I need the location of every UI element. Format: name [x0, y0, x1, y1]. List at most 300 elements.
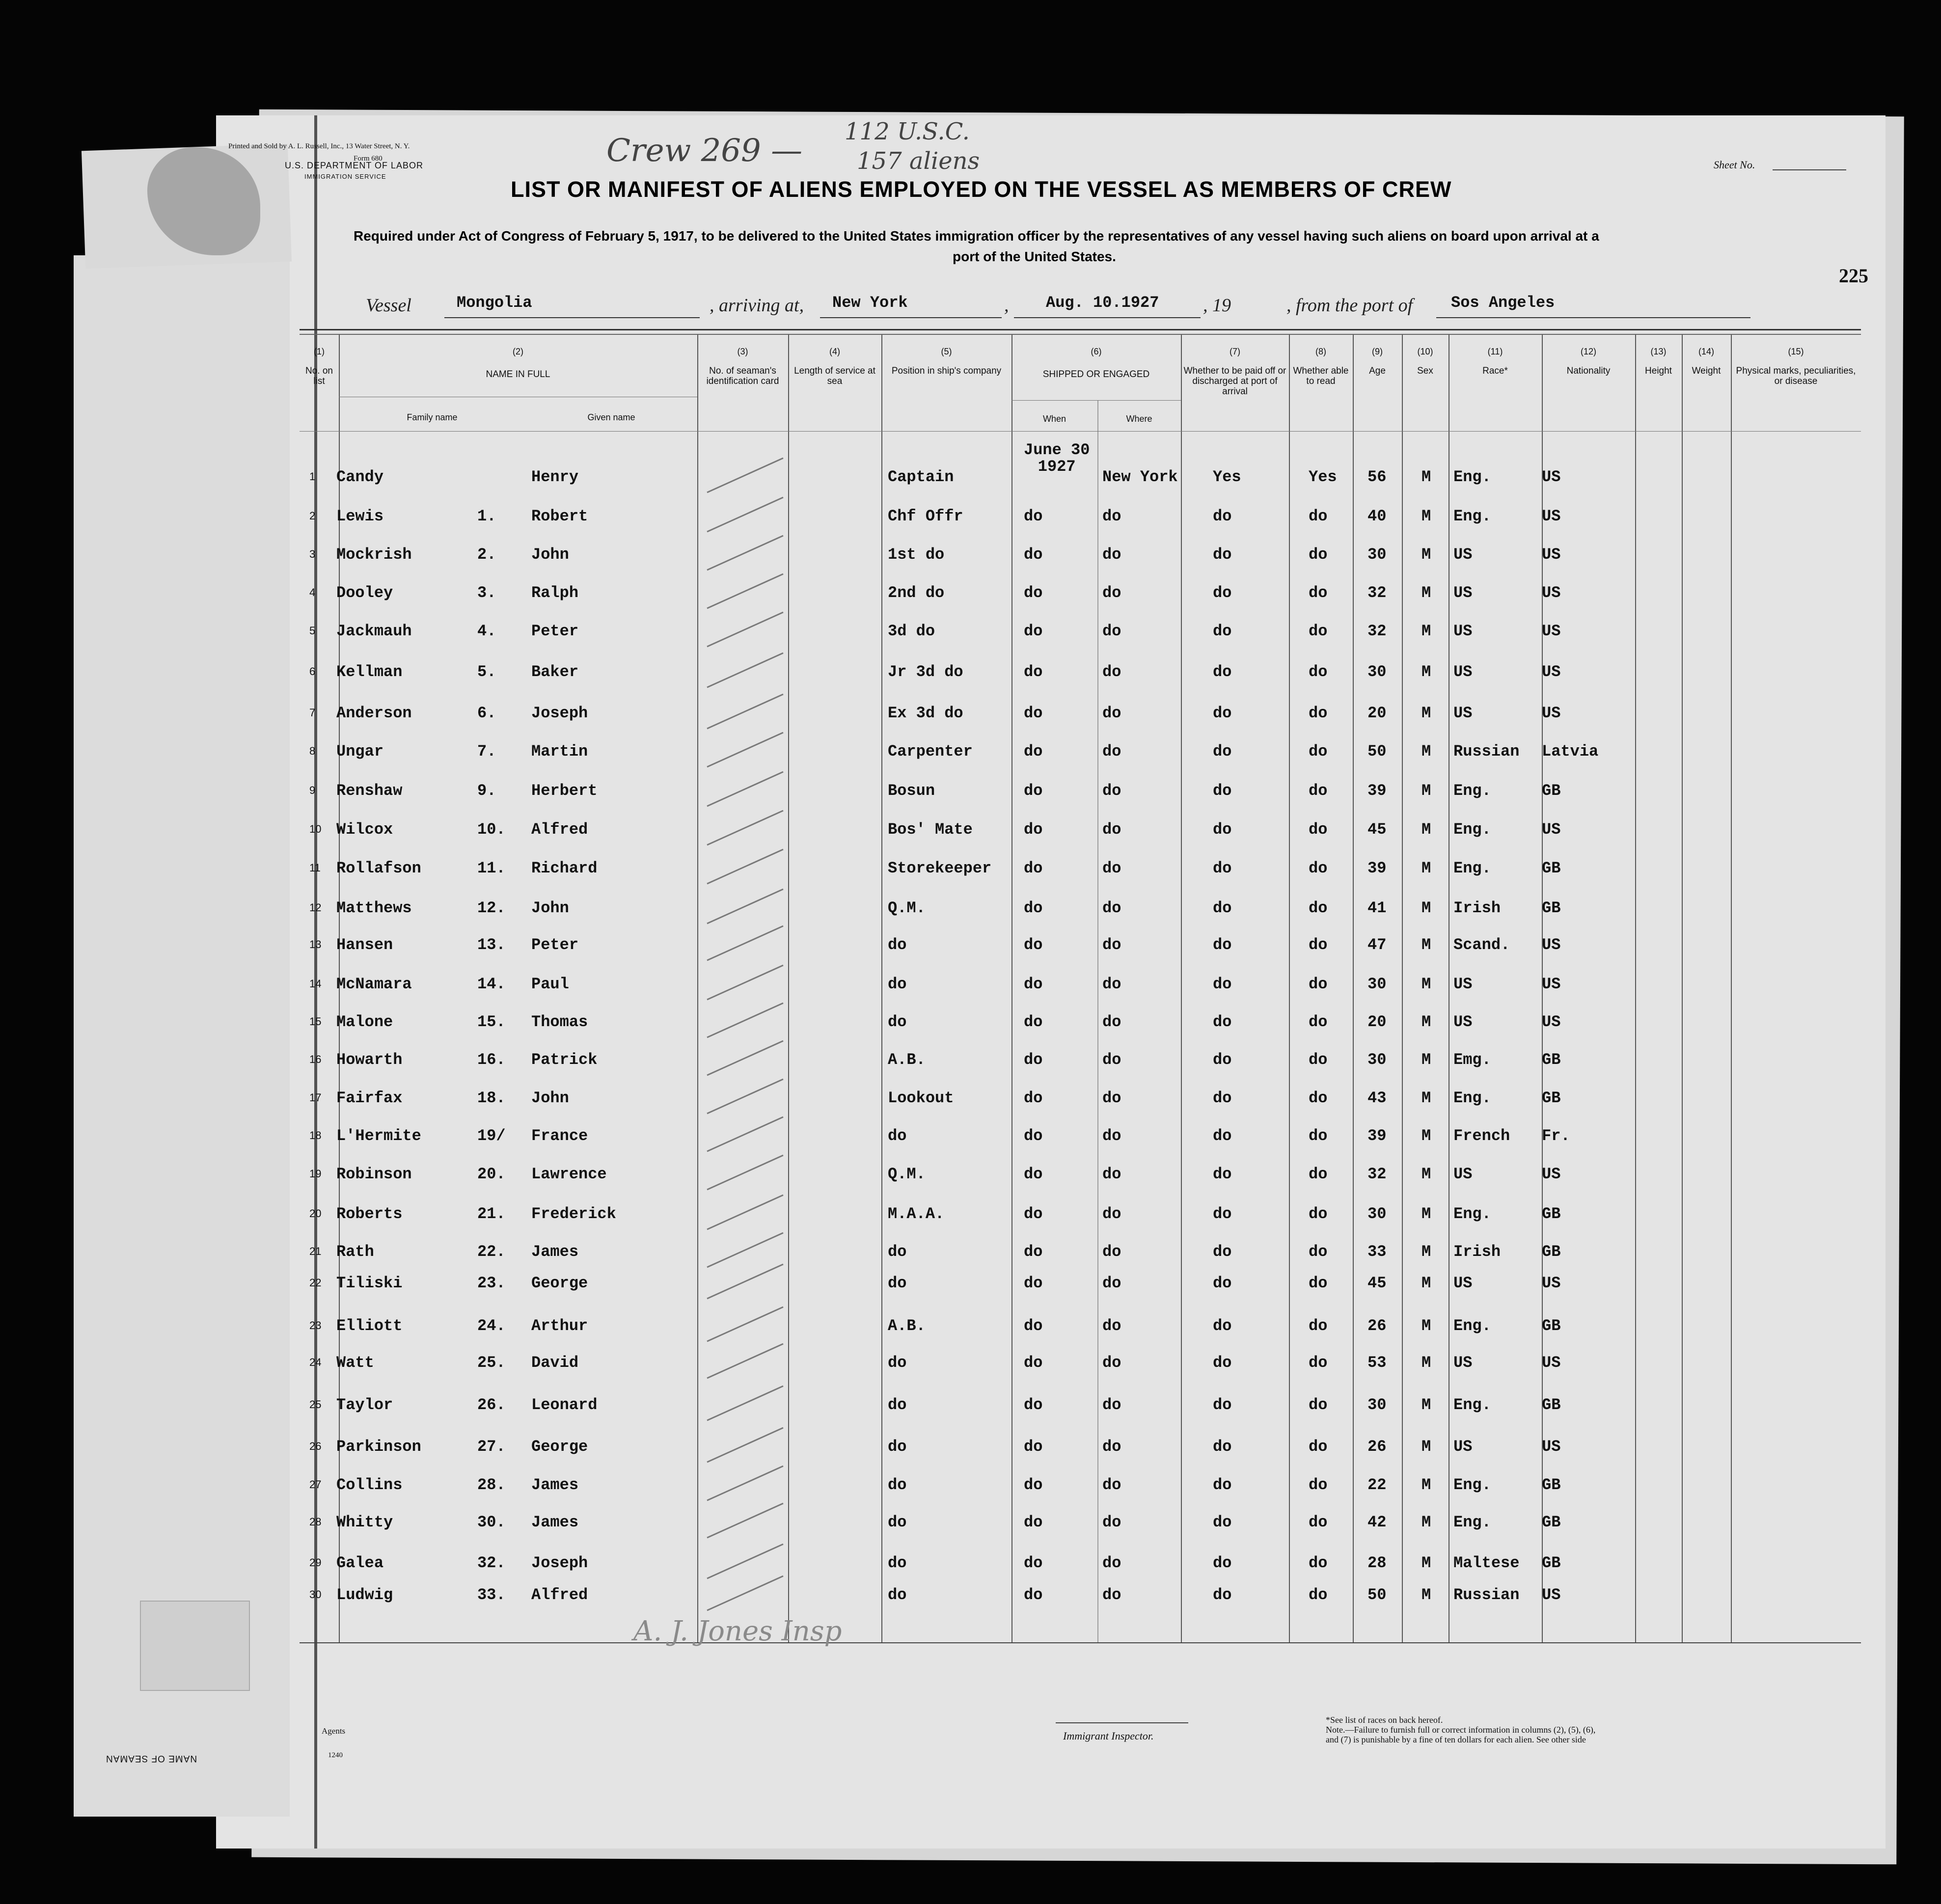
- shipped-where: do: [1102, 782, 1121, 800]
- sex: M: [1422, 622, 1431, 640]
- shipped-where: do: [1102, 820, 1121, 839]
- able-to-read: do: [1309, 1586, 1328, 1604]
- pencil-strokes: [697, 432, 791, 1620]
- pencil-dash: [707, 1544, 783, 1578]
- crew-index: 1.: [477, 507, 496, 525]
- race: US: [1453, 1165, 1473, 1183]
- race: French: [1453, 1127, 1510, 1145]
- paid-off: do: [1213, 545, 1232, 564]
- shipped-where: do: [1102, 1274, 1121, 1292]
- pencil-dash: [707, 1195, 783, 1229]
- age: 47: [1367, 936, 1387, 954]
- position: Lookout: [888, 1089, 954, 1107]
- sex: M: [1422, 468, 1431, 486]
- form-number: Form 680: [354, 155, 383, 163]
- race: US: [1453, 545, 1473, 564]
- given-name: John: [531, 545, 569, 564]
- able-to-read: do: [1309, 936, 1328, 954]
- able-to-read: do: [1309, 1554, 1328, 1572]
- able-to-read: do: [1309, 1013, 1328, 1031]
- row-number: 12: [309, 901, 322, 914]
- shipped-when: do: [1024, 742, 1043, 761]
- page-title: LIST OR MANIFEST OF ALIENS EMPLOYED ON THE VESSEL AS MEMBERS OF CREW: [511, 177, 1452, 202]
- handwritten-aliens: 157 aliens: [857, 147, 980, 175]
- crew-index: 15.: [477, 1013, 506, 1031]
- nationality: GB: [1542, 1051, 1561, 1069]
- shipped-where: do: [1102, 1317, 1121, 1335]
- able-to-read: do: [1309, 545, 1328, 564]
- pencil-dash: [707, 889, 783, 924]
- column-header: Race*: [1482, 366, 1508, 376]
- pencil-dash: [707, 653, 783, 687]
- table-bottom-rule: [300, 1642, 1861, 1643]
- pencil-dash: [707, 1264, 783, 1299]
- given-name: James: [531, 1513, 579, 1531]
- row-number: 6: [309, 665, 316, 678]
- shipped-where: do: [1102, 899, 1121, 917]
- shipped-where: do: [1102, 1476, 1121, 1494]
- nationality: GB: [1542, 1513, 1561, 1531]
- able-to-read: do: [1309, 622, 1328, 640]
- family-name: Howarth: [336, 1051, 403, 1069]
- crew-index: 20.: [477, 1165, 506, 1183]
- row-number: 4: [309, 586, 316, 598]
- able-to-read: do: [1309, 1205, 1328, 1223]
- given-name: Martin: [531, 742, 588, 761]
- crew-index: 28.: [477, 1476, 506, 1494]
- arriving-label: , arriving at,: [710, 295, 804, 316]
- given-name: France: [531, 1127, 588, 1145]
- race: Eng.: [1453, 468, 1491, 486]
- shipped-when: do: [1024, 704, 1043, 722]
- given-name: John: [531, 1089, 569, 1107]
- sex: M: [1422, 1243, 1431, 1261]
- family-name: Anderson: [336, 704, 412, 722]
- row-number: 11: [309, 862, 321, 874]
- position: do: [888, 1554, 907, 1572]
- crew-index: 22.: [477, 1243, 506, 1261]
- given-name: Ralph: [531, 584, 579, 602]
- paid-off: do: [1213, 1586, 1232, 1604]
- column-rule: [1635, 335, 1636, 1643]
- family-name: Kellman: [336, 663, 403, 681]
- given-name: Peter: [531, 936, 579, 954]
- age: 56: [1367, 468, 1387, 486]
- family-name: Tiliski: [336, 1274, 403, 1292]
- crew-index: 25.: [477, 1354, 506, 1372]
- race: US: [1453, 1013, 1473, 1031]
- row-number: 17: [309, 1091, 322, 1104]
- pencil-dash: [707, 1117, 783, 1151]
- crew-index: 2.: [477, 545, 496, 564]
- pencil-dash: [707, 733, 783, 767]
- shipped-where: do: [1102, 1205, 1121, 1223]
- paid-off: Yes: [1213, 468, 1241, 486]
- nationality: US: [1542, 975, 1561, 993]
- race: US: [1453, 975, 1473, 993]
- nationality: GB: [1542, 1243, 1561, 1261]
- race: Russian: [1453, 1586, 1520, 1604]
- paid-off: do: [1213, 1243, 1232, 1261]
- handwritten-us-citizens: 112 U.S.C.: [845, 118, 970, 145]
- given-name: Lawrence: [531, 1165, 607, 1183]
- sex: M: [1422, 1165, 1431, 1183]
- able-to-read: do: [1309, 1051, 1328, 1069]
- shipped-when: do: [1024, 1476, 1043, 1494]
- family-name: Whitty: [336, 1513, 393, 1531]
- row-number: 15: [309, 1015, 322, 1028]
- shipped-where: New York: [1102, 468, 1178, 486]
- able-to-read: do: [1309, 1438, 1328, 1456]
- column-rule: [1289, 335, 1290, 1643]
- shipped-where: do: [1102, 1513, 1121, 1531]
- position: do: [888, 975, 907, 993]
- nationality: US: [1542, 1013, 1561, 1031]
- shipped-where: do: [1102, 545, 1121, 564]
- crew-index: 23.: [477, 1274, 506, 1292]
- race: Scand.: [1453, 936, 1510, 954]
- column-rule: [1731, 335, 1732, 1643]
- nationality: US: [1542, 1438, 1561, 1456]
- race: Eng.: [1453, 1205, 1491, 1223]
- nationality: US: [1542, 622, 1561, 640]
- column-number: (2): [513, 347, 523, 356]
- crew-index: 26.: [477, 1396, 506, 1414]
- age: 40: [1367, 507, 1387, 525]
- family-name: Hansen: [336, 936, 393, 954]
- stub-label-box: [140, 1601, 250, 1691]
- age: 50: [1367, 1586, 1387, 1604]
- position: Q.M.: [888, 899, 926, 917]
- vessel-underline: [444, 317, 700, 318]
- age: 22: [1367, 1476, 1387, 1494]
- row-number: 30: [309, 1588, 322, 1601]
- nationality: US: [1542, 1586, 1561, 1604]
- given-name: John: [531, 899, 569, 917]
- family-name: Ungar: [336, 742, 384, 761]
- shipped-where: do: [1102, 1165, 1121, 1183]
- pencil-dash: [707, 1466, 783, 1500]
- family-name: Ludwig: [336, 1586, 393, 1604]
- crew-index: 5.: [477, 663, 496, 681]
- nationality: US: [1542, 468, 1561, 486]
- footnote-penalty-2: and (7) is punishable by a fine of ten dollars for each alien. See other side: [1326, 1735, 1586, 1744]
- family-name: Fairfax: [336, 1089, 403, 1107]
- service-name: IMMIGRATION SERVICE: [304, 173, 386, 180]
- nationality: GB: [1542, 782, 1561, 800]
- race: US: [1453, 1274, 1473, 1292]
- sex: M: [1422, 1476, 1431, 1494]
- given-name: Frederick: [531, 1205, 616, 1223]
- family-name: Wilcox: [336, 820, 393, 839]
- sex: M: [1422, 1554, 1431, 1572]
- paid-off: do: [1213, 1317, 1232, 1335]
- position: do: [888, 1127, 907, 1145]
- paid-off: do: [1213, 1513, 1232, 1531]
- able-to-read: do: [1309, 663, 1328, 681]
- shipped-where: do: [1102, 1554, 1121, 1572]
- crew-index: 33.: [477, 1586, 506, 1604]
- shipped-when: do: [1024, 820, 1043, 839]
- shipped-when: do: [1024, 622, 1043, 640]
- inspector-signature-line: [1056, 1722, 1188, 1723]
- race: Eng.: [1453, 1513, 1491, 1531]
- row-number: 2: [309, 510, 316, 522]
- row-number: 24: [309, 1356, 322, 1368]
- sex: M: [1422, 584, 1431, 602]
- crew-index: 18.: [477, 1089, 506, 1107]
- pencil-dash: [707, 1307, 783, 1341]
- stub-seaman-label: NAME OF SEAMAN: [106, 1753, 197, 1764]
- row-number: 26: [309, 1440, 322, 1452]
- column-header: Weight: [1692, 366, 1721, 376]
- able-to-read: do: [1309, 742, 1328, 761]
- race: Irish: [1453, 1243, 1501, 1261]
- position: Bosun: [888, 782, 935, 800]
- crew-index: 30.: [477, 1513, 506, 1531]
- nationality: US: [1542, 663, 1561, 681]
- paid-off: do: [1213, 1013, 1232, 1031]
- family-name: L'Hermite: [336, 1127, 421, 1145]
- race: US: [1453, 1354, 1473, 1372]
- race: Eng.: [1453, 782, 1491, 800]
- shipped-when: do: [1024, 1586, 1043, 1604]
- shipped-when: do: [1024, 1354, 1043, 1372]
- race: Eng.: [1453, 1089, 1491, 1107]
- crew-index: 10.: [477, 820, 506, 839]
- date-underline: [1014, 317, 1201, 318]
- race: US: [1453, 622, 1473, 640]
- nationality: GB: [1542, 1554, 1561, 1572]
- family-name: Watt: [336, 1354, 374, 1372]
- position: 2nd do: [888, 584, 945, 602]
- nationality: GB: [1542, 1317, 1561, 1335]
- paid-off: do: [1213, 584, 1232, 602]
- nationality: US: [1542, 507, 1561, 525]
- given-name: Thomas: [531, 1013, 588, 1031]
- paid-off: do: [1213, 663, 1232, 681]
- column-rule: [1353, 335, 1354, 1643]
- shipped-when: do: [1024, 545, 1043, 564]
- shipped-when: do: [1024, 899, 1043, 917]
- pencil-dash: [707, 1079, 783, 1114]
- shipped-when: do: [1024, 1396, 1043, 1414]
- sex: M: [1422, 1205, 1431, 1223]
- shipped-when: do: [1024, 1089, 1043, 1107]
- age: 42: [1367, 1513, 1387, 1531]
- column-header: Sex: [1417, 366, 1433, 376]
- shipped-header-rule: [1012, 400, 1181, 401]
- crew-index: 7.: [477, 742, 496, 761]
- position: do: [888, 1586, 907, 1604]
- able-to-read: do: [1309, 1317, 1328, 1335]
- nationality: Fr.: [1542, 1127, 1570, 1145]
- sex: M: [1422, 704, 1431, 722]
- position: Chf Offr: [888, 507, 963, 525]
- family-name: McNamara: [336, 975, 412, 993]
- pencil-dash: [707, 1041, 783, 1075]
- able-to-read: do: [1309, 1274, 1328, 1292]
- race: Eng.: [1453, 1396, 1491, 1414]
- sex: M: [1422, 1274, 1431, 1292]
- age: 41: [1367, 899, 1387, 917]
- row-number: 5: [309, 625, 316, 637]
- column-number: (6): [1091, 347, 1102, 356]
- age: 30: [1367, 1051, 1387, 1069]
- crew-index: 9.: [477, 782, 496, 800]
- shipped-where: do: [1102, 1354, 1121, 1372]
- shipped-where: do: [1102, 936, 1121, 954]
- given-name: James: [531, 1476, 579, 1494]
- printer-imprint: Printed and Sold by A. L. Russell, Inc., 13 Water Street, N. Y.: [228, 142, 410, 150]
- paid-off: do: [1213, 1354, 1232, 1372]
- sex: M: [1422, 1317, 1431, 1335]
- shipped-when: do: [1024, 1317, 1043, 1335]
- paid-off: do: [1213, 1165, 1232, 1183]
- able-to-read: do: [1309, 975, 1328, 993]
- family-name: Matthews: [336, 899, 412, 917]
- shipped-when: do: [1024, 584, 1043, 602]
- shipped-where: do: [1102, 584, 1121, 602]
- family-name: Candy: [336, 468, 384, 486]
- column-subheader: Where: [1126, 414, 1152, 424]
- arriving-underline: [820, 317, 1002, 318]
- paid-off: do: [1213, 1051, 1232, 1069]
- sex: M: [1422, 936, 1431, 954]
- crew-index: 11.: [477, 859, 506, 877]
- given-name: Leonard: [531, 1396, 598, 1414]
- race: Russian: [1453, 742, 1520, 761]
- row-number: 13: [309, 938, 322, 951]
- pencil-dash: [707, 1386, 783, 1420]
- shipped-where: do: [1102, 1127, 1121, 1145]
- shipped-where: do: [1102, 1089, 1121, 1107]
- column-number: (13): [1650, 347, 1667, 356]
- race: US: [1453, 663, 1473, 681]
- row-number: 14: [309, 978, 322, 990]
- position: Ex 3d do: [888, 704, 963, 722]
- given-name: Alfred: [531, 820, 588, 839]
- shipped-when: do: [1024, 507, 1043, 525]
- able-to-read: do: [1309, 1476, 1328, 1494]
- pencil-dash: [707, 1003, 783, 1037]
- able-to-read: do: [1309, 782, 1328, 800]
- row-number: 28: [309, 1516, 322, 1528]
- position: do: [888, 1476, 907, 1494]
- position: M.A.A.: [888, 1205, 945, 1223]
- given-name: Peter: [531, 622, 579, 640]
- age: 53: [1367, 1354, 1387, 1372]
- family-name: Renshaw: [336, 782, 403, 800]
- pencil-dash: [707, 1503, 783, 1538]
- column-rule: [1682, 335, 1683, 1643]
- able-to-read: Yes: [1309, 468, 1337, 486]
- family-name: Parkinson: [336, 1438, 421, 1456]
- shipped-when: do: [1024, 1274, 1043, 1292]
- position: do: [888, 1013, 907, 1031]
- column-header: SHIPPED OR ENGAGED: [1042, 369, 1150, 380]
- shipped-where: do: [1102, 622, 1121, 640]
- family-name: Taylor: [336, 1396, 393, 1414]
- subtitle-line-1: Required under Act of Congress of February 5, 1917, to be delivered to the United States immigration officer by the representatives of any vessel having such aliens on board upon arrival at a: [354, 228, 1599, 244]
- from-port-underline: [1436, 317, 1750, 318]
- row-number: 1: [309, 470, 316, 483]
- column-header: Nationality: [1566, 366, 1611, 376]
- age: 32: [1367, 1165, 1387, 1183]
- column-header: NAME IN FULL: [486, 369, 550, 380]
- shipped-where: do: [1102, 1586, 1121, 1604]
- crew-index: 21.: [477, 1205, 506, 1223]
- race: Maltese: [1453, 1554, 1520, 1572]
- position: Jr 3d do: [888, 663, 963, 681]
- column-rule: [1181, 335, 1182, 1643]
- paid-off: do: [1213, 820, 1232, 839]
- shipped-where: do: [1102, 1243, 1121, 1261]
- comma-separator: ,: [1004, 295, 1009, 316]
- row-number: 20: [309, 1207, 322, 1220]
- given-name: Alfred: [531, 1586, 588, 1604]
- pencil-dash: [707, 574, 783, 608]
- table-top-rule: [300, 329, 1861, 330]
- shipped-where: do: [1102, 859, 1121, 877]
- shipped-where: do: [1102, 507, 1121, 525]
- crew-index: 3.: [477, 584, 496, 602]
- position: 3d do: [888, 622, 935, 640]
- shipped-when: do: [1024, 936, 1043, 954]
- pencil-dash: [707, 694, 783, 729]
- position: do: [888, 1354, 907, 1372]
- given-name: Paul: [531, 975, 569, 993]
- arrival-date: Aug. 10.1927: [1046, 294, 1159, 312]
- sex: M: [1422, 663, 1431, 681]
- nationality: GB: [1542, 899, 1561, 917]
- nationality: Latvia: [1542, 742, 1599, 761]
- age: 30: [1367, 663, 1387, 681]
- shipped-when: June 30 1927: [1024, 441, 1090, 476]
- position: 1st do: [888, 545, 945, 564]
- paid-off: do: [1213, 1089, 1232, 1107]
- paid-off: do: [1213, 1274, 1232, 1292]
- sex: M: [1422, 1127, 1431, 1145]
- able-to-read: do: [1309, 704, 1328, 722]
- column-subheader: Family name: [407, 412, 458, 422]
- given-name: Patrick: [531, 1051, 598, 1069]
- sex: M: [1422, 820, 1431, 839]
- crew-index: 6.: [477, 704, 496, 722]
- race: US: [1453, 704, 1473, 722]
- given-name: James: [531, 1243, 579, 1261]
- inspector-signature: A. J. Jones Insp: [633, 1615, 842, 1647]
- age: 39: [1367, 782, 1387, 800]
- handwritten-crew-count: Crew 269 —: [606, 133, 803, 169]
- shipped-where: do: [1102, 1013, 1121, 1031]
- position: do: [888, 1513, 907, 1531]
- paid-off: do: [1213, 782, 1232, 800]
- age: 30: [1367, 1396, 1387, 1414]
- shipped-where: do: [1102, 704, 1121, 722]
- age: 32: [1367, 584, 1387, 602]
- able-to-read: do: [1309, 1243, 1328, 1261]
- position: Storekeeper: [888, 859, 992, 877]
- pencil-dash: [707, 965, 783, 1000]
- pencil-dash: [707, 1344, 783, 1378]
- crew-index: 4.: [477, 622, 496, 640]
- paid-off: do: [1213, 1554, 1232, 1572]
- folded-stub: [74, 255, 290, 1817]
- paid-off: do: [1213, 742, 1232, 761]
- age: 20: [1367, 1013, 1387, 1031]
- pencil-dash: [707, 536, 783, 570]
